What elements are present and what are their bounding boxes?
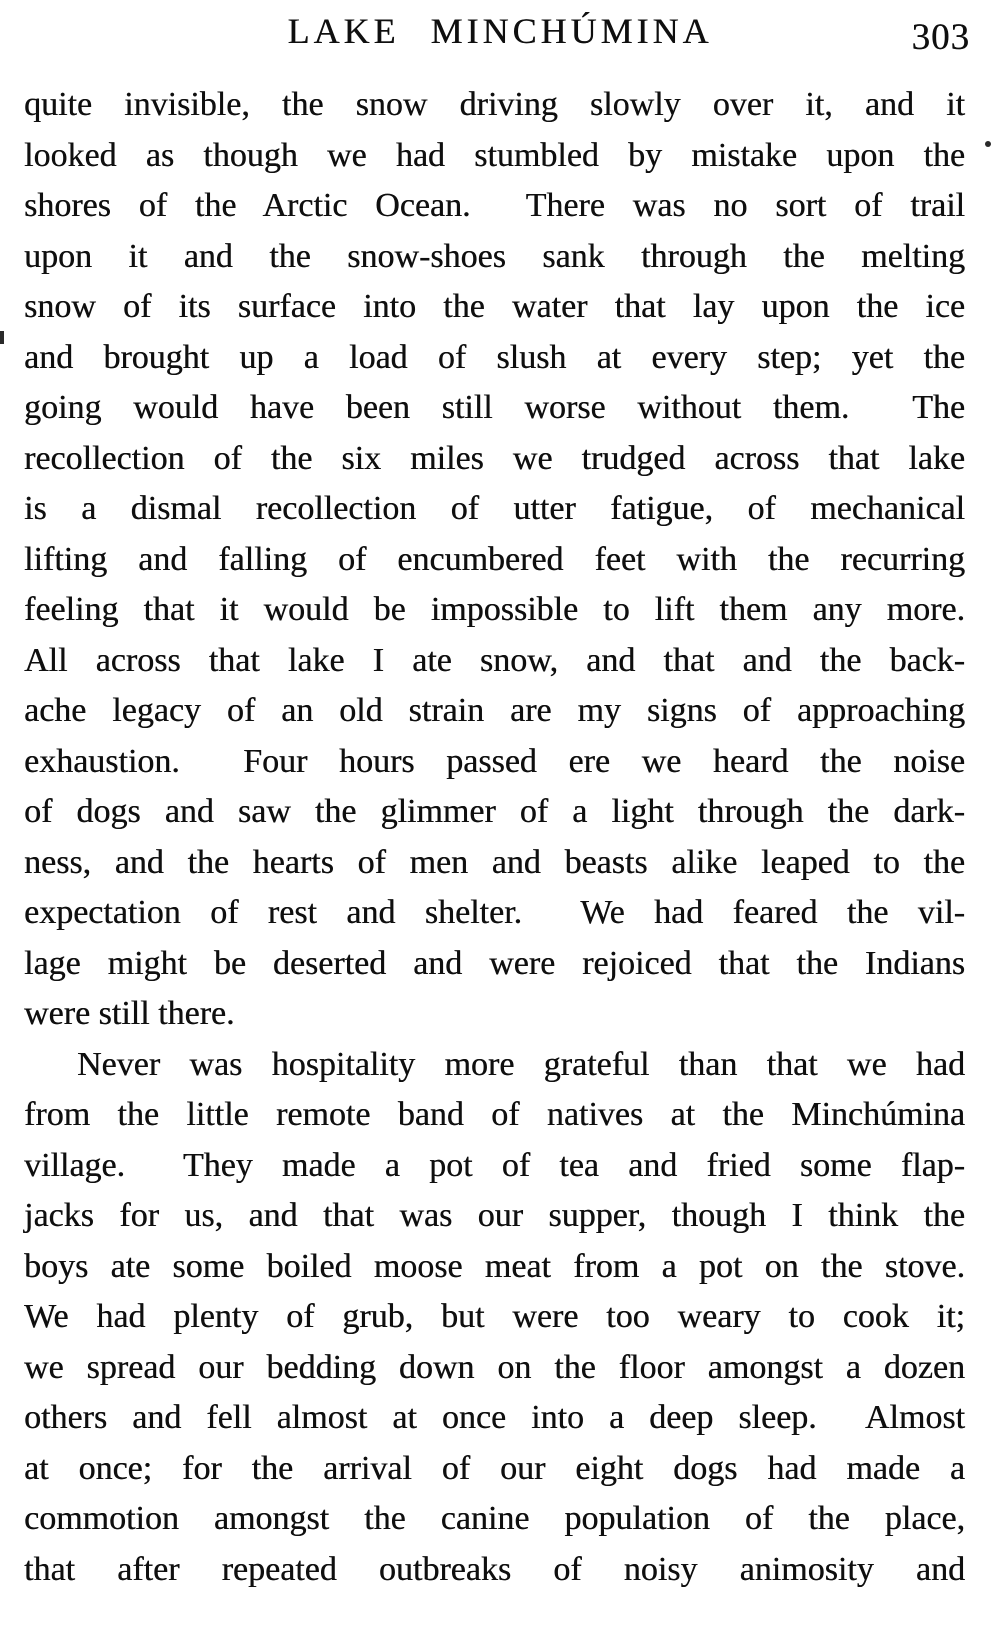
text-line: were still there. bbox=[24, 995, 235, 1032]
text-line: commotion amongst the canine population of the place, bbox=[24, 1500, 965, 1537]
page-title: LAKE MINCHÚMINA bbox=[287, 11, 713, 51]
text-line: Never was hospitality more grateful than that we had bbox=[77, 1045, 965, 1083]
text-line: from the little remote band of natives at the Minchúmina bbox=[24, 1096, 965, 1133]
text-line: ache legacy of an old strain are my signs of approaching bbox=[24, 692, 965, 729]
text-line: that after repeated outbreaks of noisy animosity and bbox=[24, 1550, 965, 1588]
text-line: we spread our bedding down on the floor amongst a dozen bbox=[24, 1348, 965, 1386]
text-line: looked as though we had stumbled by mistake upon the bbox=[24, 136, 965, 174]
text-line: others and fell almost at once into a deep sleep. Almost bbox=[24, 1399, 965, 1436]
body-text bbox=[24, 80, 965, 1595]
scan-artifact-ink-speck bbox=[985, 141, 991, 147]
text-line: village. They made a pot of tea and fried some flap- bbox=[24, 1146, 965, 1184]
text-line: quite invisible, the snow driving slowly over it, and it bbox=[24, 86, 965, 123]
text-line: expectation of rest and shelter. We had feared the vil- bbox=[24, 894, 965, 931]
page-number: 303 bbox=[911, 17, 970, 58]
text-line: We had plenty of grub, but were too weary to cook it; bbox=[24, 1298, 965, 1335]
text-line: exhaustion. Four hours passed ere we heard the noise bbox=[24, 742, 965, 780]
text-line: lage might be deserted and were rejoiced that the Indians bbox=[24, 944, 965, 982]
text-line: lifting and falling of encumbered feet with the recurring bbox=[24, 540, 965, 578]
scan-artifact-edge-dash bbox=[0, 331, 4, 344]
text-line: shores of the Arctic Ocean. There was no sort of trail bbox=[24, 187, 965, 224]
text-line: recollection of the six miles we trudged across that lake bbox=[24, 439, 965, 477]
text-line: ness, and the hearts of men and beasts alike leaped to the bbox=[24, 843, 965, 881]
text-line: of dogs and saw the glimmer of a light through the dark- bbox=[24, 793, 965, 830]
text-line: and brought up a load of slush at every step; yet the bbox=[24, 338, 965, 376]
text-line: snow of its surface into the water that lay upon the ice bbox=[24, 288, 965, 325]
text-line: boys ate some boiled moose meat from a pot on the stove. bbox=[24, 1247, 965, 1285]
text-line: at once; for the arrival of our eight dogs had made a bbox=[24, 1449, 965, 1487]
text-line: going would have been still worse without them. The bbox=[24, 389, 965, 426]
running-head bbox=[0, 0, 1000, 62]
text-line: is a dismal recollection of utter fatigue, of mechanical bbox=[24, 490, 965, 527]
text-line: upon it and the snow-shoes sank through the melting bbox=[24, 237, 965, 275]
text-line: feeling that it would be impossible to lift them any more. bbox=[24, 591, 965, 628]
text-line: jacks for us, and that was our supper, though I think the bbox=[24, 1197, 965, 1234]
text-line: All across that lake I ate snow, and that and the back- bbox=[24, 641, 965, 679]
